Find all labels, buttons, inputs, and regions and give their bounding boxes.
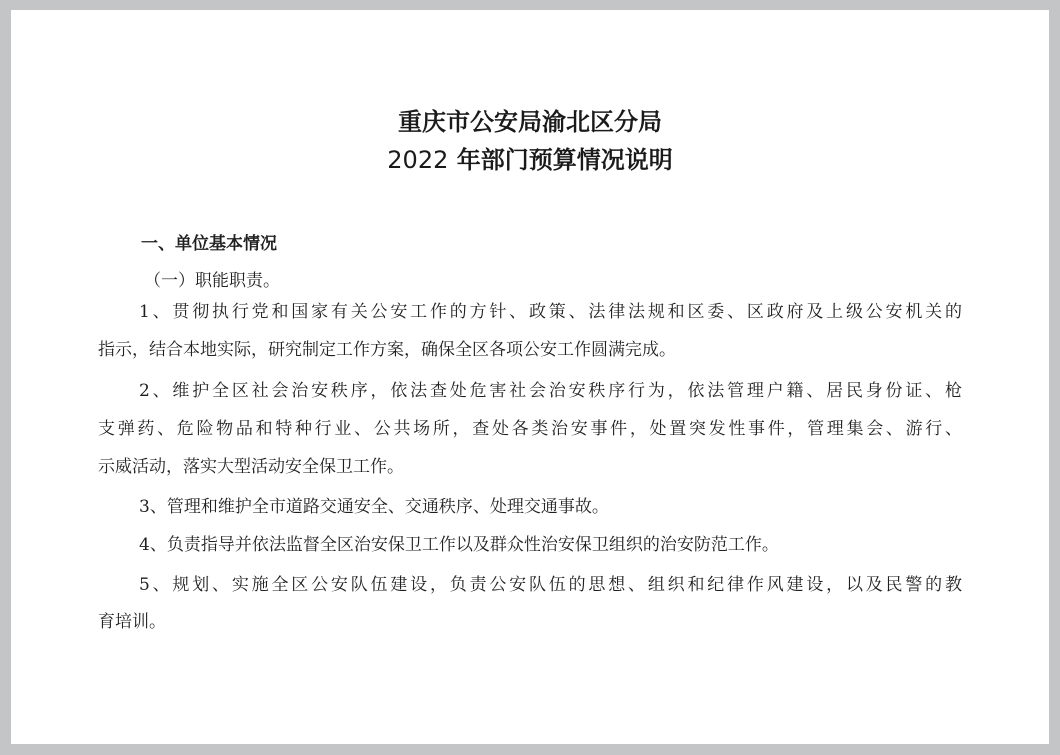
paragraph-item2-line3: 示威活动，落实大型活动安全保卫工作。 (98, 457, 404, 477)
document-page (11, 10, 1049, 744)
title-rest: 年部门预算情况说明 (448, 146, 673, 174)
subsection-heading-duties: （一）职能职责。 (144, 271, 280, 291)
paragraph-item5-line1: 5、规划、实施全区公安队伍建设，负责公安队伍的思想、组织和纪律作风建设，以及民警的教 (139, 575, 962, 595)
section-heading-basic-info: 一、单位基本情况 (141, 234, 277, 254)
paragraph-item2-line2: 支弹药、危险物品和特种行业、公共场所，查处各类治安事件，处置突发性事件，管理集会、游行、 (98, 419, 962, 439)
paragraph-item1-line2: 指示，结合本地实际，研究制定工作方案，确保全区各项公安工作圆满完成。 (98, 340, 676, 360)
paragraph-item4: 4、负责指导并依法监督全区治安保卫工作以及群众性治安保卫组织的治安防范工作。 (139, 535, 779, 555)
document-title-line1: 重庆市公安局渝北区分局 (398, 108, 662, 136)
title-year: 2022 (387, 146, 449, 174)
paragraph-item1-line1: 1、贯彻执行党和国家有关公安工作的方针、政策、法律法规和区委、区政府及上级公安机关的 (139, 302, 962, 322)
paragraph-item3: 3、管理和维护全市道路交通安全、交通秩序、处理交通事故。 (139, 497, 609, 517)
paragraph-item5-line2: 育培训。 (98, 612, 166, 632)
paragraph-item2-line1: 2、维护全区社会治安秩序，依法查处危害社会治安秩序行为，依法管理户籍、居民身份证、枪 (139, 381, 962, 401)
document-title-line2 (11, 146, 1049, 174)
